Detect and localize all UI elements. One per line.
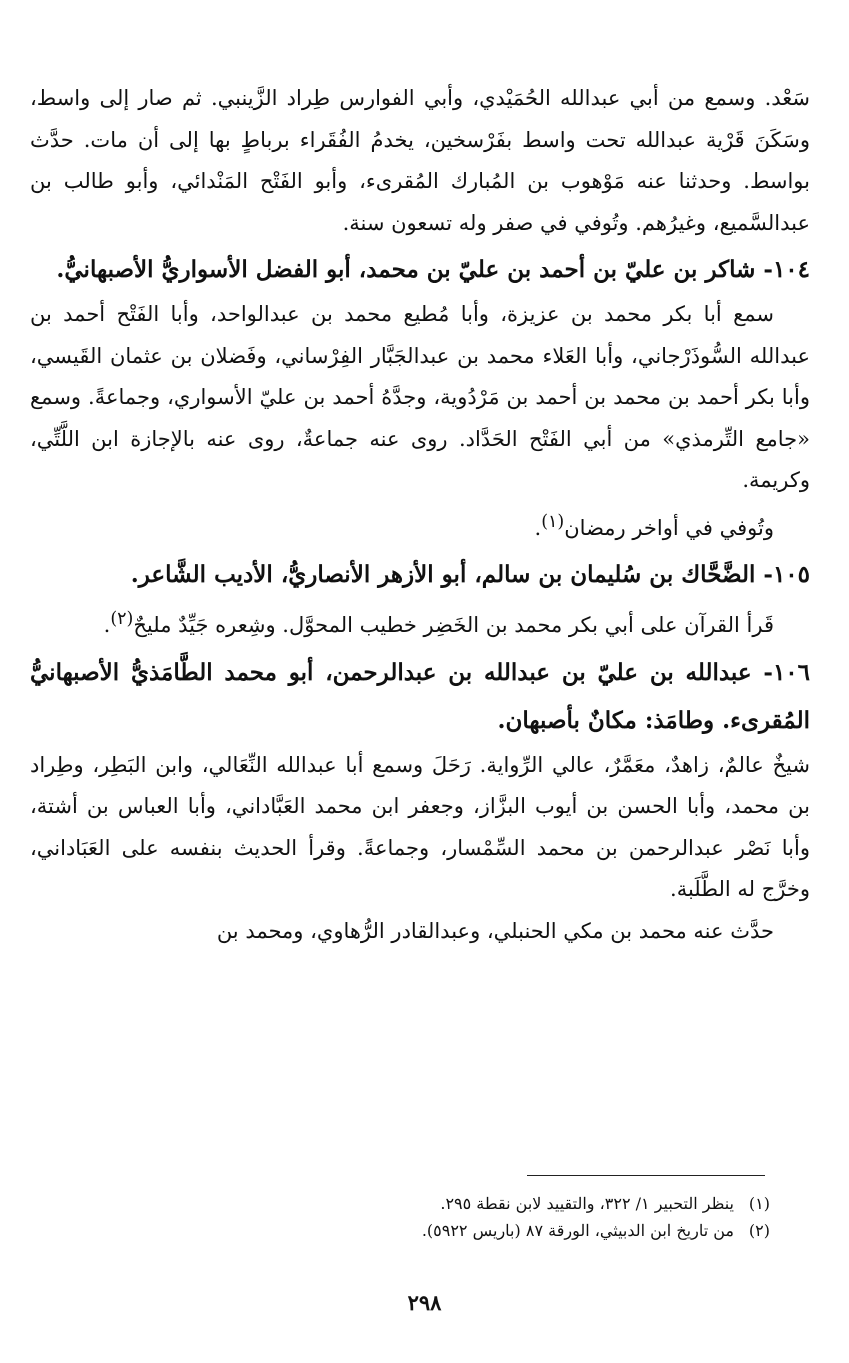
- entry-105-body: [30, 599, 810, 647]
- footnote-1: [40, 1190, 770, 1217]
- entry-104-heading: ١٠٤- شاكر بن عليّ بن أحمد بن عليّ بن محمد، أبو الفضل الأسواريُّ الأصبهانيُّ.: [56, 256, 810, 283]
- entry-103-continuation: سَعْد. وسمع من أبي عبدالله الحُمَيْدي، وأبي الفوارس طِراد الزَّينبي. ثم صار إلى واسط، وسَكَنَ قَرْية عبدالله تحت واسط بفَرْسخين، يخدمُ الفُقَراء برباطٍ بها إلى أن مات. حدَّث بواسط. وحدثنا عنه مَوْهوب بن المُبارك المُقرىء، وأبو الفَتْح المَنْدائي، وأبو طالب بن عبدالسَّميع، وغيرُهم. وتُوفي في صفر وله تسعون سنة.: [30, 86, 810, 235]
- footnote-2: [40, 1217, 770, 1244]
- entry-104-death: [30, 502, 810, 550]
- entry-105-heading: ١٠٥- الضَّحَّاك بن سُليمان بن سالم، أبو الأزهر الأنصاريُّ، الأديب الشَّاعر.: [130, 561, 810, 588]
- entry-104-body: سمع أبا بكر محمد بن عزيزة، وأبا مُطيع محمد بن عبدالواحد، وأبا الفَتْح أحمد بن عبدالله السُّوذَرْجاني، وأبا العَلاء محمد بن عبدالجَبَّار الفِرْساني، وفَضلان بن عثمان القَيسي، وأبا بكر أحمد بن محمد بن أحمد بن مَرْدُوية، وجدَّهُ أحمد بن عليّ الأسواري، وجماعةً. وسمع «جامع التِّرمذي» من أبي الفَتْح الحَدَّاد. روى عنه جماعةٌ، روى عنه بالإجازة ابن اللَّتِّي، وكريمة.: [30, 302, 810, 492]
- footnote-1-text: ينظر التحبير ١/ ٣٢٢، والتقييد لابن نقطة ٢٩٥.: [440, 1194, 734, 1213]
- footnote-2-text: من تاريخ ابن الدبيثي، الورقة ٨٧ (باريس ٥٩٢٢).: [421, 1221, 734, 1240]
- entry-104-death-end: .: [534, 515, 542, 540]
- footnote-ref-1: (١): [541, 511, 565, 532]
- footnote-divider: [527, 1175, 765, 1176]
- entry-104-death-text: وتُوفي في أواخر رمضان: [564, 515, 774, 540]
- entry-106-body-2: حدَّث عنه محمد بن مكي الحنبلي، وعبدالقادر الرُّهاوي، ومحمد بن: [216, 918, 774, 943]
- entry-105-body-end: .: [103, 613, 111, 637]
- entry-106-heading: ١٠٦- عبدالله بن عليّ بن عبدالله بن عبدالرحمن، أبو محمد الطَّامَذيُّ الأصبهانيُّ المُقرىء. وطامَذ: مكانٌ بأصبهان.: [30, 658, 810, 734]
- main-text-block: [30, 78, 810, 952]
- footnote-ref-2: (٢): [110, 609, 134, 629]
- entry-106-body: شيخٌ عالمٌ، زاهدٌ، معَمَّرٌ، عالي الرِّواية. رَحَلَ وسمع أبا عبدالله النِّعَالي، وابن البَطِر، وطِراد بن محمد، وأبا الحسن بن أيوب البزَّاز، وجعفر ابن محمد العَبَّاداني، وأبا العباس بن أشتة، وأبا نَصْر عبدالرحمن بن محمد السِّمْسار، وجماعةً. وقرأ الحديث بنفسه على العَبَاداني، وخرَّج له الطَّلَبة.: [30, 752, 810, 901]
- footnote-1-number: (١): [748, 1194, 770, 1213]
- footnote-2-number: (٢): [748, 1221, 770, 1240]
- footnotes: [40, 1190, 770, 1244]
- entry-105-body-text: قَرأ القرآن على أبي بكر محمد بن الخَضِر خطيب المحوَّل. وشِعره جَيِّدٌ مليحٌ: [133, 613, 774, 637]
- page-number: ٢٩٨: [407, 1290, 442, 1315]
